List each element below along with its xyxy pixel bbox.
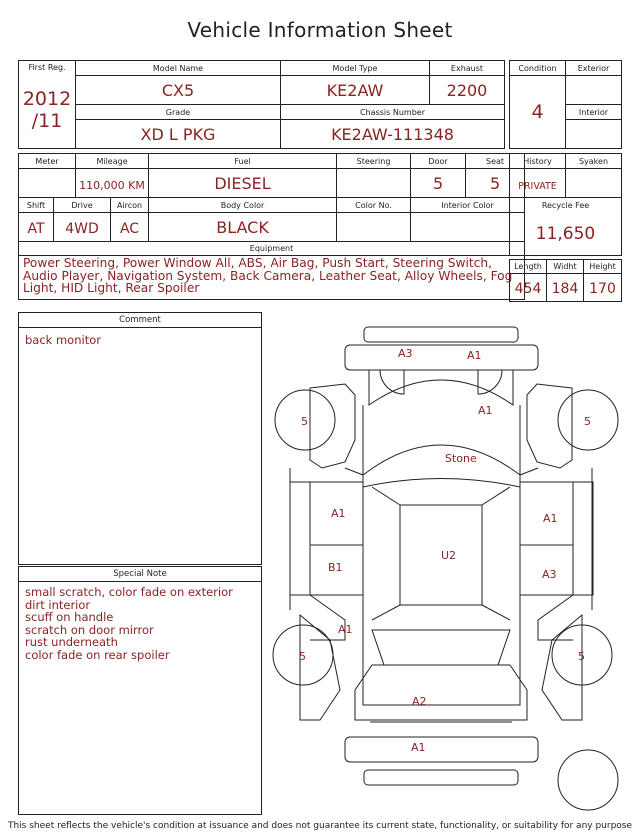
exterior-label: Exterior — [577, 63, 610, 73]
steering-label: Steering — [356, 156, 391, 166]
spare-tire — [558, 750, 618, 810]
car-damage-diagram — [268, 318, 630, 818]
mileage-value: 110,000 KM — [79, 178, 145, 192]
shift-label: Shift — [26, 200, 46, 210]
history-table — [509, 153, 622, 256]
specs-table — [18, 153, 525, 300]
height-label: Height — [589, 262, 616, 271]
front-fender-left — [310, 384, 355, 468]
aircon-label: Aircon — [116, 200, 143, 210]
fuel-value: DIESEL — [214, 173, 271, 193]
condition-value: 4 — [531, 101, 544, 123]
fuel-label: Fuel — [234, 156, 251, 166]
disclaimer-footer: This sheet reflects the vehicle's condition at issuance and does not guarantee its current state, functionality, or suitability for any purpose — [7, 821, 633, 831]
damage-roof: U2 — [441, 549, 457, 562]
mirror-lines — [345, 468, 538, 475]
damage-left-front-door: A1 — [331, 507, 346, 520]
special-note-heading: Special Note — [19, 567, 261, 582]
left-sill — [290, 482, 310, 595]
history-label: History — [523, 156, 552, 166]
damage-left-rear-door: B1 — [328, 561, 343, 574]
grade-value: XD L PKG — [140, 124, 216, 144]
model-type-label: Model Type — [332, 63, 378, 73]
windshield — [363, 445, 520, 487]
equipment-label: Equipment — [249, 244, 294, 253]
special-note-lines — [19, 582, 261, 666]
interior-label: Interior — [578, 107, 609, 117]
seat-value: 5 — [489, 173, 501, 193]
first-reg-label: First Reg. — [28, 63, 66, 72]
damage-left-rocker: A1 — [338, 623, 353, 636]
mileage-label: Mileage — [96, 156, 128, 166]
condition-label: Condition — [518, 63, 557, 73]
front-bumper-top — [364, 327, 518, 342]
door-label: Door — [428, 156, 448, 166]
damage-rear-bumper: A1 — [411, 741, 426, 754]
right-rear-quarter — [538, 595, 573, 640]
rear-fender-right — [542, 615, 582, 720]
hood-outline — [369, 370, 513, 405]
first-reg-cell — [19, 61, 76, 149]
damage-tailgate: A2 — [412, 695, 427, 708]
rear-window — [372, 630, 510, 665]
note-line: small scratch, color fade on exterior — [25, 585, 233, 599]
recycle-fee-label: Recycle Fee — [541, 201, 590, 210]
equipment-value: Power Steering, Power Window All, ABS, Air Bag, Push Start, Steering Switch, Audio Player, Navigation System, Back Camera, Leather Seat, Alloy Wheels, Fog Light, HID Light, Rear Spoiler — [23, 256, 513, 295]
shift-value: AT — [27, 220, 45, 237]
note-line: rust underneath — [25, 635, 118, 650]
damage-right-rear-door: A3 — [542, 568, 557, 581]
headlight-right — [478, 370, 502, 394]
damage-windshield: Stone — [445, 452, 477, 465]
exhaust-label: Exhaust — [450, 63, 484, 73]
length-label: Length — [514, 262, 542, 271]
width-label: Widht — [553, 262, 577, 271]
note-line: color fade on rear spoiler — [25, 647, 170, 662]
damage-tire-front-right: 5 — [584, 415, 591, 428]
dimensions-table — [509, 259, 622, 302]
model-name-value: CX5 — [161, 80, 195, 100]
interior-color-label: Interior Color — [441, 200, 494, 210]
first-reg-year: 2012 — [22, 88, 72, 110]
damage-front-bumper-right: A1 — [467, 349, 482, 362]
damage-tire-front-left: 5 — [301, 415, 308, 428]
rear-bumper — [345, 737, 538, 762]
damage-front-bumper-left: A3 — [398, 347, 413, 360]
color-no-label: Color No. — [355, 200, 392, 210]
door-value: 5 — [432, 173, 444, 193]
damage-tire-rear-right: 5 — [578, 650, 585, 663]
page-title: Vehicle Information Sheet — [187, 18, 453, 42]
height-value: 170 — [589, 281, 616, 297]
drive-label: Drive — [71, 200, 93, 210]
body-color-label: Body Color — [220, 200, 265, 210]
comment-box — [18, 312, 262, 565]
model-name-label: Model Name — [152, 63, 204, 73]
note-line: scratch on door mirror — [25, 622, 154, 637]
grade-label: Grade — [165, 107, 191, 117]
front-fender-right — [527, 384, 572, 468]
width-value: 184 — [551, 281, 579, 297]
history-value: PRIVATE — [518, 180, 557, 192]
damage-hood-right: A1 — [478, 404, 493, 417]
note-line: back monitor — [25, 333, 101, 347]
rear-bumper-bottom — [364, 770, 518, 785]
damage-right-front-door: A1 — [543, 512, 558, 525]
chassis-label: Chassis Number — [360, 107, 425, 117]
meter-label: Meter — [35, 156, 59, 166]
note-line: dirt interior — [25, 597, 91, 612]
exhaust-value: 2200 — [446, 80, 488, 100]
condition-table — [509, 60, 622, 149]
right-sill — [573, 482, 593, 595]
model-type-value: KE2AW — [326, 80, 384, 100]
recycle-fee-value: 11,650 — [535, 224, 596, 244]
length-value: 454 — [514, 281, 542, 297]
body-color-value: BLACK — [216, 217, 269, 237]
syaken-label: Syaken — [578, 156, 609, 166]
comment-heading: Comment — [19, 313, 261, 328]
front-bumper — [345, 345, 538, 370]
damage-tire-rear-left: 5 — [299, 650, 306, 663]
vehicle-info-table — [18, 60, 505, 149]
seat-label: Seat — [486, 156, 505, 166]
tailgate — [355, 665, 527, 720]
headlight-left — [380, 370, 404, 394]
chassis-value: KE2AW-111348 — [331, 124, 454, 144]
note-line: scuff on handle — [25, 610, 114, 625]
special-note-box — [18, 566, 262, 815]
drive-value: 4WD — [65, 220, 99, 237]
aircon-value: AC — [119, 220, 140, 237]
comment-lines — [19, 328, 261, 351]
first-reg-month: /11 — [31, 110, 63, 132]
